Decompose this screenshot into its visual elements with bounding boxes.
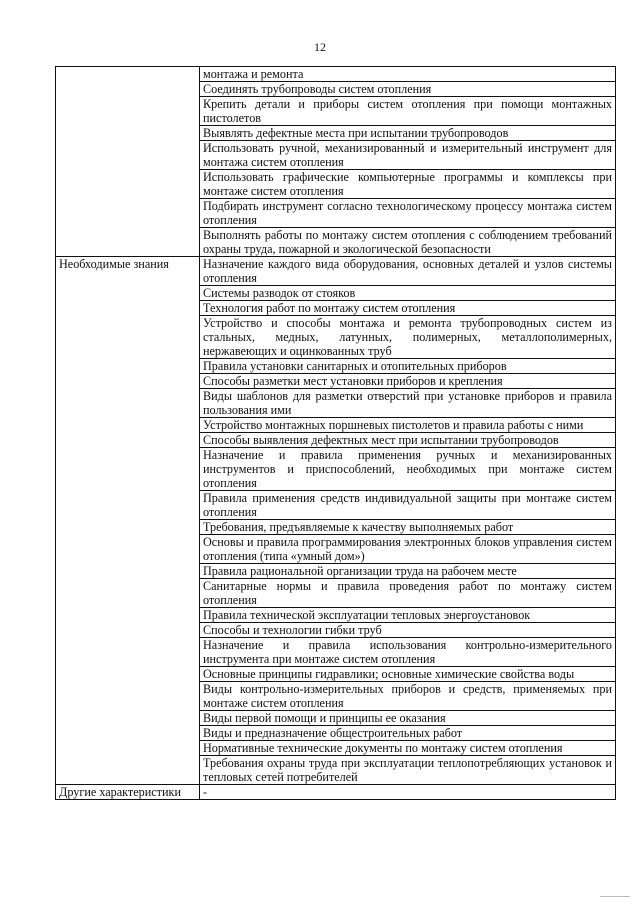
requirement-item: - xyxy=(200,785,616,800)
table-row xyxy=(56,257,616,286)
requirement-item: Требования, предъявляемые к качеству выполняемых работ xyxy=(200,520,616,535)
requirement-item: Виды первой помощи и принципы ее оказания xyxy=(200,711,616,726)
requirements-table xyxy=(55,66,616,800)
requirement-item: Крепить детали и приборы систем отопления при помощи монтажных пистолетов xyxy=(200,97,616,126)
requirement-item: Правила рациональной организации труда на рабочем месте xyxy=(200,564,616,579)
requirement-item: Правила установки санитарных и отопительных приборов xyxy=(200,359,616,374)
requirement-item: Устройство монтажных поршневых пистолетов и правила работы с ними xyxy=(200,418,616,433)
page-number: 12 xyxy=(314,40,326,54)
footer-mark xyxy=(600,896,630,897)
requirement-item: Выявлять дефектные места при испытании трубопроводов xyxy=(200,126,616,141)
requirement-item: монтажа и ремонта xyxy=(200,67,616,82)
requirement-item: Использовать графические компьютерные программы и комплексы при монтаже систем отопления xyxy=(200,170,616,199)
requirement-item: Основные принципы гидравлики; основные химические свойства воды xyxy=(200,667,616,682)
requirement-item: Основы и правила программирования электронных блоков управления систем отопления (типа «умный дом») xyxy=(200,535,616,564)
section-label: Другие характеристики xyxy=(56,785,200,800)
requirement-item: Правила применения средств индивидуальной защиты при монтаже систем отопления xyxy=(200,491,616,520)
requirement-item: Назначение каждого вида оборудования, основных деталей и узлов системы отопления xyxy=(200,257,616,286)
requirement-item: Способы выявления дефектных мест при испытании трубопроводов xyxy=(200,433,616,448)
requirement-item: Виды и предназначение общестроительных работ xyxy=(200,726,616,741)
requirement-item: Назначение и правила применения ручных и механизированных инструментов и приспособлений, необходимых при монтаже систем отопления xyxy=(200,448,616,491)
section-label xyxy=(56,67,200,257)
requirement-item: Устройство и способы монтажа и ремонта трубопроводных систем из стальных, медных, латунных, полимерных, металлополимерных, нержавеющих и оцинкованных труб xyxy=(200,316,616,359)
requirement-item: Выполнять работы по монтажу систем отопления с соблюдением требований охраны труда, пожарной и экологической безопасности xyxy=(200,228,616,257)
requirement-item: Технология работ по монтажу систем отопления xyxy=(200,301,616,316)
requirement-item: Виды контрольно-измерительных приборов и средств, применяемых при монтаже систем отопления xyxy=(200,682,616,711)
requirement-item: Нормативные технические документы по монтажу систем отопления xyxy=(200,741,616,756)
requirement-item: Назначение и правила использования контрольно-измерительного инструмента при монтаже систем отопления xyxy=(200,638,616,667)
requirement-item: Виды шаблонов для разметки отверстий при установке приборов и правила пользования ими xyxy=(200,389,616,418)
section-label: Необходимые знания xyxy=(56,257,200,785)
requirement-item: Способы и технологии гибки труб xyxy=(200,623,616,638)
table-row xyxy=(56,785,616,800)
table-row xyxy=(56,67,616,82)
requirement-item: Требования охраны труда при эксплуатации теплопотребляющих установок и тепловых сетей потребителей xyxy=(200,756,616,785)
requirement-item: Санитарные нормы и правила проведения работ по монтажу систем отопления xyxy=(200,579,616,608)
requirement-item: Правила технической эксплуатации тепловых энергоустановок xyxy=(200,608,616,623)
requirement-item: Способы разметки мест установки приборов и крепления xyxy=(200,374,616,389)
requirement-item: Системы разводок от стояков xyxy=(200,286,616,301)
requirement-item: Использовать ручной, механизированный и измерительный инструмент для монтажа систем отопления xyxy=(200,141,616,170)
requirement-item: Подбирать инструмент согласно технологическому процессу монтажа систем отопления xyxy=(200,199,616,228)
requirement-item: Соединять трубопроводы систем отопления xyxy=(200,82,616,97)
